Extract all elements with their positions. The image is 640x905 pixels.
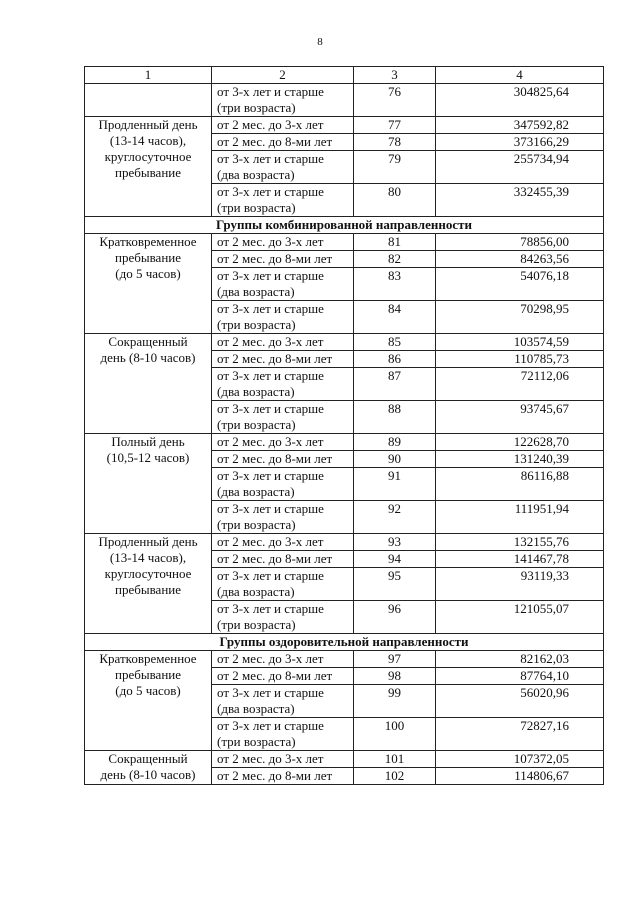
text-line: от 3-х лет и старше: [217, 685, 324, 700]
text-line: от 2 мес. до 3-х лет: [217, 117, 324, 132]
row-number-cell: 92: [354, 501, 436, 534]
age-cell: [212, 351, 354, 368]
row-number-cell: 86: [354, 351, 436, 368]
value-cell: 70298,95: [436, 301, 604, 334]
value-cell: 82162,03: [436, 651, 604, 668]
age-cell: [212, 301, 354, 334]
text-line: Сокращенный: [108, 751, 188, 766]
value-cell: 72112,06: [436, 368, 604, 401]
table-row: [85, 651, 604, 668]
text-line: от 3-х лет и старше: [217, 301, 324, 316]
row-number-cell: 82: [354, 251, 436, 268]
age-cell: [212, 751, 354, 768]
page-number: 8: [317, 36, 323, 48]
text-line: (до 5 часов): [115, 266, 181, 281]
text-line: (два возраста): [217, 701, 295, 716]
row-number-cell: 80: [354, 184, 436, 217]
text-line: от 3-х лет и старше: [217, 368, 324, 383]
text-line: (два возраста): [217, 484, 295, 499]
value-cell: 332455,39: [436, 184, 604, 217]
group-name-cell: [85, 651, 212, 751]
value-cell: 131240,39: [436, 451, 604, 468]
text-line: от 2 мес. до 8-ми лет: [217, 351, 333, 366]
age-cell: [212, 551, 354, 568]
value-cell: 56020,96: [436, 685, 604, 718]
value-cell: 86116,88: [436, 468, 604, 501]
text-line: (до 5 часов): [115, 683, 181, 698]
text-line: круглосуточное: [104, 566, 192, 581]
age-cell: [212, 268, 354, 301]
age-cell: [212, 534, 354, 551]
age-cell: [212, 568, 354, 601]
value-cell: 72827,16: [436, 718, 604, 751]
group-name-cell: [85, 751, 212, 785]
value-cell: 132155,76: [436, 534, 604, 551]
value-cell: 347592,82: [436, 117, 604, 134]
text-line: от 3-х лет и старше: [217, 184, 324, 199]
age-cell: [212, 401, 354, 434]
table-body: [85, 84, 604, 785]
text-line: от 3-х лет и старше: [217, 501, 324, 516]
row-number-cell: 98: [354, 668, 436, 685]
age-cell: [212, 334, 354, 351]
value-cell: 84263,56: [436, 251, 604, 268]
row-number-cell: 96: [354, 601, 436, 634]
text-line: от 2 мес. до 3-х лет: [217, 651, 324, 666]
text-line: (три возраста): [217, 417, 296, 432]
table-row: [85, 534, 604, 551]
text-line: (три возраста): [217, 517, 296, 532]
value-cell: 114806,67: [436, 768, 604, 785]
header-row: [85, 67, 604, 84]
value-cell: 141467,78: [436, 551, 604, 568]
row-number-cell: 77: [354, 117, 436, 134]
section-title: Группы оздоровительной направленности: [85, 634, 604, 651]
value-cell: 110785,73: [436, 351, 604, 368]
row-number-cell: 93: [354, 534, 436, 551]
text-line: (13-14 часов),: [109, 133, 187, 148]
text-line: (два возраста): [217, 584, 295, 599]
text-line: (три возраста): [217, 100, 296, 115]
text-line: от 3-х лет и старше: [217, 268, 324, 283]
table-row: [85, 117, 604, 134]
age-cell: [212, 368, 354, 401]
text-line: от 3-х лет и старше: [217, 151, 324, 166]
row-number-cell: 101: [354, 751, 436, 768]
text-line: от 2 мес. до 3-х лет: [217, 751, 324, 766]
column-header-3: 3: [354, 67, 436, 84]
row-number-cell: 88: [354, 401, 436, 434]
text-line: день (8-10 часов): [100, 350, 196, 365]
text-line: от 2 мес. до 8-ми лет: [217, 134, 333, 149]
group-name-cell: [85, 234, 212, 334]
text-line: от 2 мес. до 8-ми лет: [217, 451, 333, 466]
age-cell: [212, 501, 354, 534]
table-row: [85, 234, 604, 251]
text-line: день (8-10 часов): [100, 767, 196, 782]
row-number-cell: 85: [354, 334, 436, 351]
age-cell: [212, 151, 354, 184]
text-line: от 2 мес. до 8-ми лет: [217, 668, 333, 683]
column-header-4: 4: [436, 67, 604, 84]
age-cell: [212, 718, 354, 751]
text-line: от 2 мес. до 3-х лет: [217, 334, 324, 349]
value-cell: 304825,64: [436, 84, 604, 117]
text-line: от 2 мес. до 8-ми лет: [217, 251, 333, 266]
text-line: пребывание: [115, 667, 181, 682]
age-cell: [212, 251, 354, 268]
text-line: от 3-х лет и старше: [217, 401, 324, 416]
age-cell: [212, 234, 354, 251]
text-line: от 3-х лет и старше: [217, 468, 324, 483]
table-row: [85, 434, 604, 451]
row-number-cell: 83: [354, 268, 436, 301]
value-cell: 373166,29: [436, 134, 604, 151]
text-line: от 3-х лет и старше: [217, 568, 324, 583]
age-cell: [212, 451, 354, 468]
text-line: от 3-х лет и старше: [217, 601, 324, 616]
row-number-cell: 84: [354, 301, 436, 334]
section-header-row: [85, 217, 604, 234]
row-number-cell: 78: [354, 134, 436, 151]
value-cell: 54076,18: [436, 268, 604, 301]
column-header-2: 2: [212, 67, 354, 84]
text-line: пребывание: [115, 165, 181, 180]
text-line: от 2 мес. до 8-ми лет: [217, 551, 333, 566]
text-line: (два возраста): [217, 167, 295, 182]
age-cell: [212, 434, 354, 451]
row-number-cell: 91: [354, 468, 436, 501]
text-line: от 2 мес. до 3-х лет: [217, 434, 324, 449]
row-number-cell: 79: [354, 151, 436, 184]
value-cell: 121055,07: [436, 601, 604, 634]
text-line: (13-14 часов),: [109, 550, 187, 565]
row-number-cell: 90: [354, 451, 436, 468]
text-line: Кратковременное: [99, 651, 197, 666]
text-line: (10,5-12 часов): [106, 450, 190, 465]
age-cell: [212, 685, 354, 718]
age-cell: [212, 668, 354, 685]
value-cell: 93119,33: [436, 568, 604, 601]
text-line: пребывание: [115, 582, 181, 597]
age-cell: [212, 117, 354, 134]
column-header-1: 1: [85, 67, 212, 84]
text-line: от 2 мес. до 8-ми лет: [217, 768, 333, 783]
section-title: Группы комбинированной направленности: [85, 217, 604, 234]
text-line: (три возраста): [217, 200, 296, 215]
age-cell: [212, 768, 354, 785]
group-name-cell: [85, 334, 212, 434]
value-cell: 122628,70: [436, 434, 604, 451]
text-line: Продленный день: [98, 117, 198, 132]
group-name-cell: [85, 434, 212, 534]
group-name-cell: [85, 534, 212, 634]
value-cell: 93745,67: [436, 401, 604, 434]
row-number-cell: 81: [354, 234, 436, 251]
age-cell: [212, 651, 354, 668]
value-cell: 255734,94: [436, 151, 604, 184]
value-cell: 103574,59: [436, 334, 604, 351]
text-line: (три возраста): [217, 317, 296, 332]
value-cell: 78856,00: [436, 234, 604, 251]
text-line: от 2 мес. до 3-х лет: [217, 234, 324, 249]
age-cell: [212, 134, 354, 151]
text-line: (два возраста): [217, 284, 295, 299]
text-line: от 3-х лет и старше: [217, 84, 324, 99]
row-number-cell: 100: [354, 718, 436, 751]
text-line: Сокращенный: [108, 334, 188, 349]
age-cell: [212, 468, 354, 501]
text-line: от 3-х лет и старше: [217, 718, 324, 733]
tariff-table: [84, 66, 604, 785]
row-number-cell: 89: [354, 434, 436, 451]
row-number-cell: 87: [354, 368, 436, 401]
table-row: [85, 751, 604, 768]
text-line: Полный день: [111, 434, 185, 449]
text-line: (три возраста): [217, 617, 296, 632]
row-number-cell: 76: [354, 84, 436, 117]
value-cell: 87764,10: [436, 668, 604, 685]
group-name-cell: [85, 117, 212, 217]
row-number-cell: 97: [354, 651, 436, 668]
row-number-cell: 102: [354, 768, 436, 785]
value-cell: 107372,05: [436, 751, 604, 768]
value-cell: 111951,94: [436, 501, 604, 534]
table-row: [85, 334, 604, 351]
text-line: (три возраста): [217, 734, 296, 749]
row-number-cell: 94: [354, 551, 436, 568]
group-name-cell: [85, 84, 212, 117]
text-line: Кратковременное: [99, 234, 197, 249]
age-cell: [212, 84, 354, 117]
text-line: Продленный день: [98, 534, 198, 549]
text-line: пребывание: [115, 250, 181, 265]
text-line: круглосуточное: [104, 149, 192, 164]
row-number-cell: 99: [354, 685, 436, 718]
table-row: [85, 84, 604, 117]
text-line: (два возраста): [217, 384, 295, 399]
row-number-cell: 95: [354, 568, 436, 601]
age-cell: [212, 184, 354, 217]
age-cell: [212, 601, 354, 634]
text-line: от 2 мес. до 3-х лет: [217, 534, 324, 549]
section-header-row: [85, 634, 604, 651]
